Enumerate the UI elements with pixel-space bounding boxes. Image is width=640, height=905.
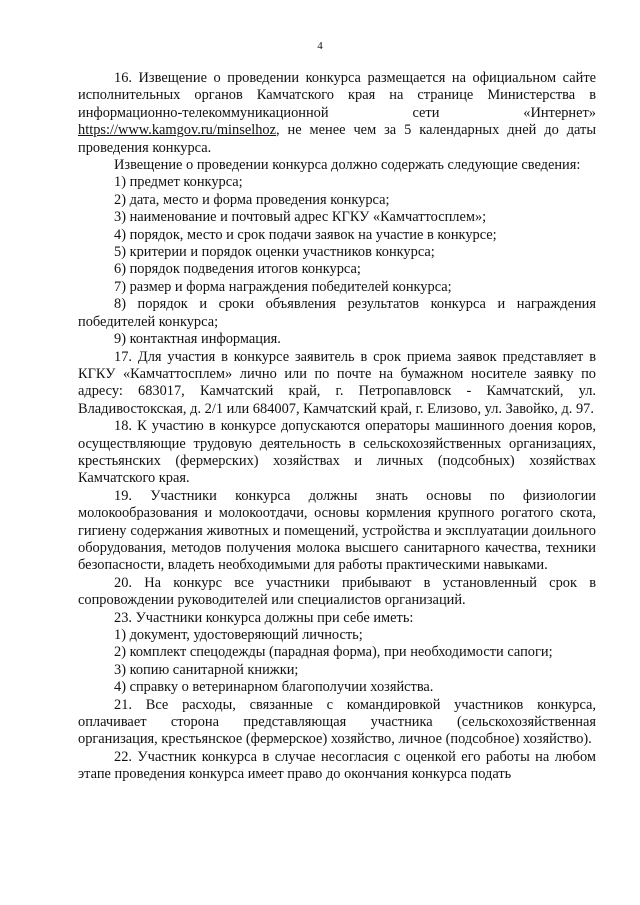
paragraph-17: 17. Для участия в конкурсе заявитель в срок приема заявок представляет в КГКУ «Камчаттосплем» лично или по почте на бумажном носителе заявку по адресу: 683017, Камчатский край, г. Петропавловск - Камчатский, ул. Владивостокская, д. 2/1 или 684007, Камчатский край, г. Елизово, ул. Завойко, д. 97. bbox=[78, 348, 596, 417]
paragraph-23-intro: 23. Участники конкурса должны при себе иметь: bbox=[114, 609, 414, 626]
paragraph-20: 20. На конкурс все участники прибывают в установленный срок в сопровождении руководителей или специалистов организаций. bbox=[78, 574, 596, 609]
paragraph-16 bbox=[78, 70, 596, 157]
required-item: 1) документ, удостоверяющий личность; bbox=[114, 627, 363, 643]
required-item: 3) копию санитарной книжки; bbox=[114, 661, 299, 678]
notice-item: 4) порядок, место и срок подачи заявок на участие в конкурсе; bbox=[114, 226, 497, 243]
page-number: 4 bbox=[317, 40, 323, 52]
document-body bbox=[78, 70, 596, 784]
paragraph-16-text-b: , не менее чем за 5 календарных дней до даты проведения конкурса. bbox=[78, 122, 596, 156]
notice-intro: Извещение о проведении конкурса должно содержать следующие сведения: bbox=[114, 157, 581, 174]
paragraph-16-text-a: 16. Извещение о проведении конкурса размещается на официальном сайте исполнительных органов Камчатского края на странице Министерства в информационно-телекоммуникационной сети «Интернет» bbox=[78, 70, 596, 121]
notice-item: 1) предмет конкурса; bbox=[114, 174, 243, 191]
paragraph-19: 19. Участники конкурса должны знать основы по физиологии молокообразования и молокоотдачи, основы кормления крупного рогатого скота, гигиену содержания животных и помещений, устройства и эксплуатации доильного оборудования, методов получения молока высшего санитарного качества, техники безопасности, владеть необходимыми для работы практическими навыками. bbox=[78, 487, 596, 574]
notice-item: 8) порядок и сроки объявления результатов конкурса и награждения победителей конкурса; bbox=[78, 296, 596, 330]
required-item: 2) комплект спецодежды (парадная форма), при необходимости сапоги; bbox=[114, 644, 553, 661]
ministry-website-link[interactable]: https://www.kamgov.ru/minselhoz bbox=[78, 122, 276, 139]
paragraph-22: 22. Участник конкурса в случае несогласия с оценкой его работы на любом этапе проведения конкурса имеет право до окончания конкурса подать bbox=[78, 748, 596, 783]
required-item: 4) справку о ветеринарном благополучии хозяйства. bbox=[114, 679, 434, 696]
notice-item: 7) размер и форма награждения победителей конкурса; bbox=[114, 278, 452, 295]
notice-item: 9) контактная информация. bbox=[114, 331, 281, 348]
paragraph-18: 18. К участию в конкурсе допускаются операторы машинного доения коров, осуществляющие трудовую деятельность в сельскохозяйственных организациях, крестьянских (фермерских) хозяйствах и личных (подсобных) хозяйствах Камчатского края. bbox=[78, 418, 596, 487]
notice-item: 2) дата, место и форма проведения конкурса; bbox=[114, 191, 390, 208]
notice-item: 3) наименование и почтовый адрес КГКУ «Камчаттосплем»; bbox=[114, 209, 487, 226]
notice-item: 5) критерии и порядок оценки участников конкурса; bbox=[114, 244, 435, 261]
paragraph-21: 21. Все расходы, связанные с командировкой участников конкурса, оплачивает сторона представляющая участника (сельскохозяйственная организация, крестьянское (фермерское) хозяйство, личное (подсобное) хозяйство). bbox=[78, 696, 596, 748]
notice-item: 6) порядок подведения итогов конкурса; bbox=[114, 261, 361, 278]
